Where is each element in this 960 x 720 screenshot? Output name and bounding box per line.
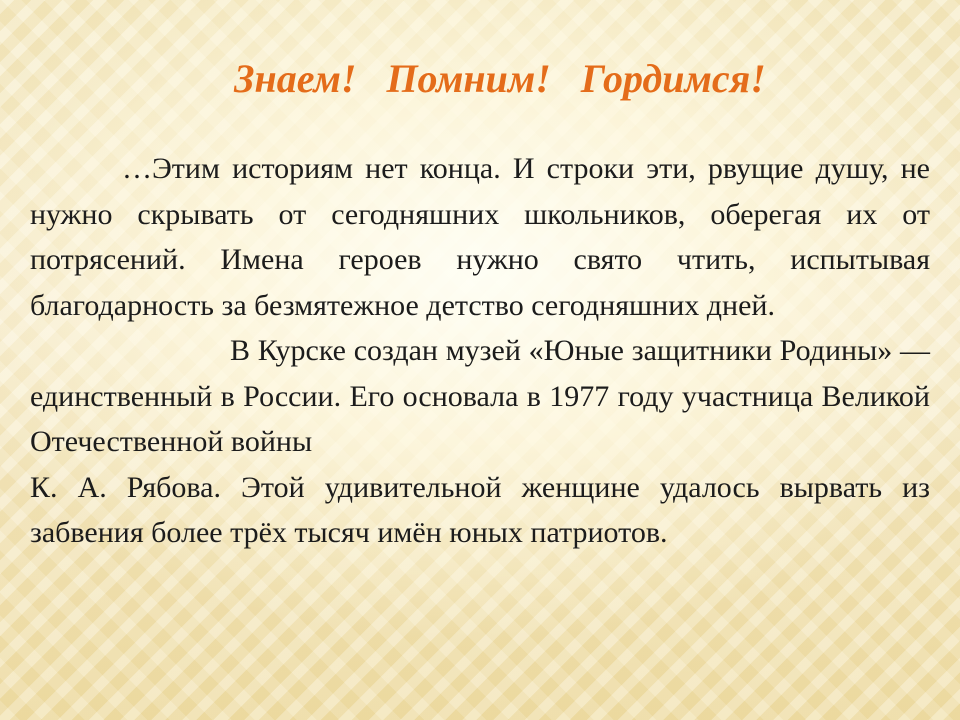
paragraph-3: К. А. Рябова. Этой удивительной женщине удалось вырвать из забвения более трёх тысяч имён юных патриотов. (30, 470, 930, 549)
slide-body (30, 146, 930, 556)
paragraph-1: …Этим историям нет конца. И строки эти, рвущие душу, не нужно скрывать от сегодняшних школьников, оберегая их от потрясений. Имена героев нужно свято чтить, испытывая благодарность за безмятежное детство сегодняшних дней. (30, 152, 930, 322)
paragraph-2: В Курске создан музей «Юные защитники Родины» — единственный в России. Его основала в 1977 году участница Великой Отечественной войны (30, 334, 930, 458)
slide-title: Знаем! Помним! Гордимся! (234, 56, 766, 101)
